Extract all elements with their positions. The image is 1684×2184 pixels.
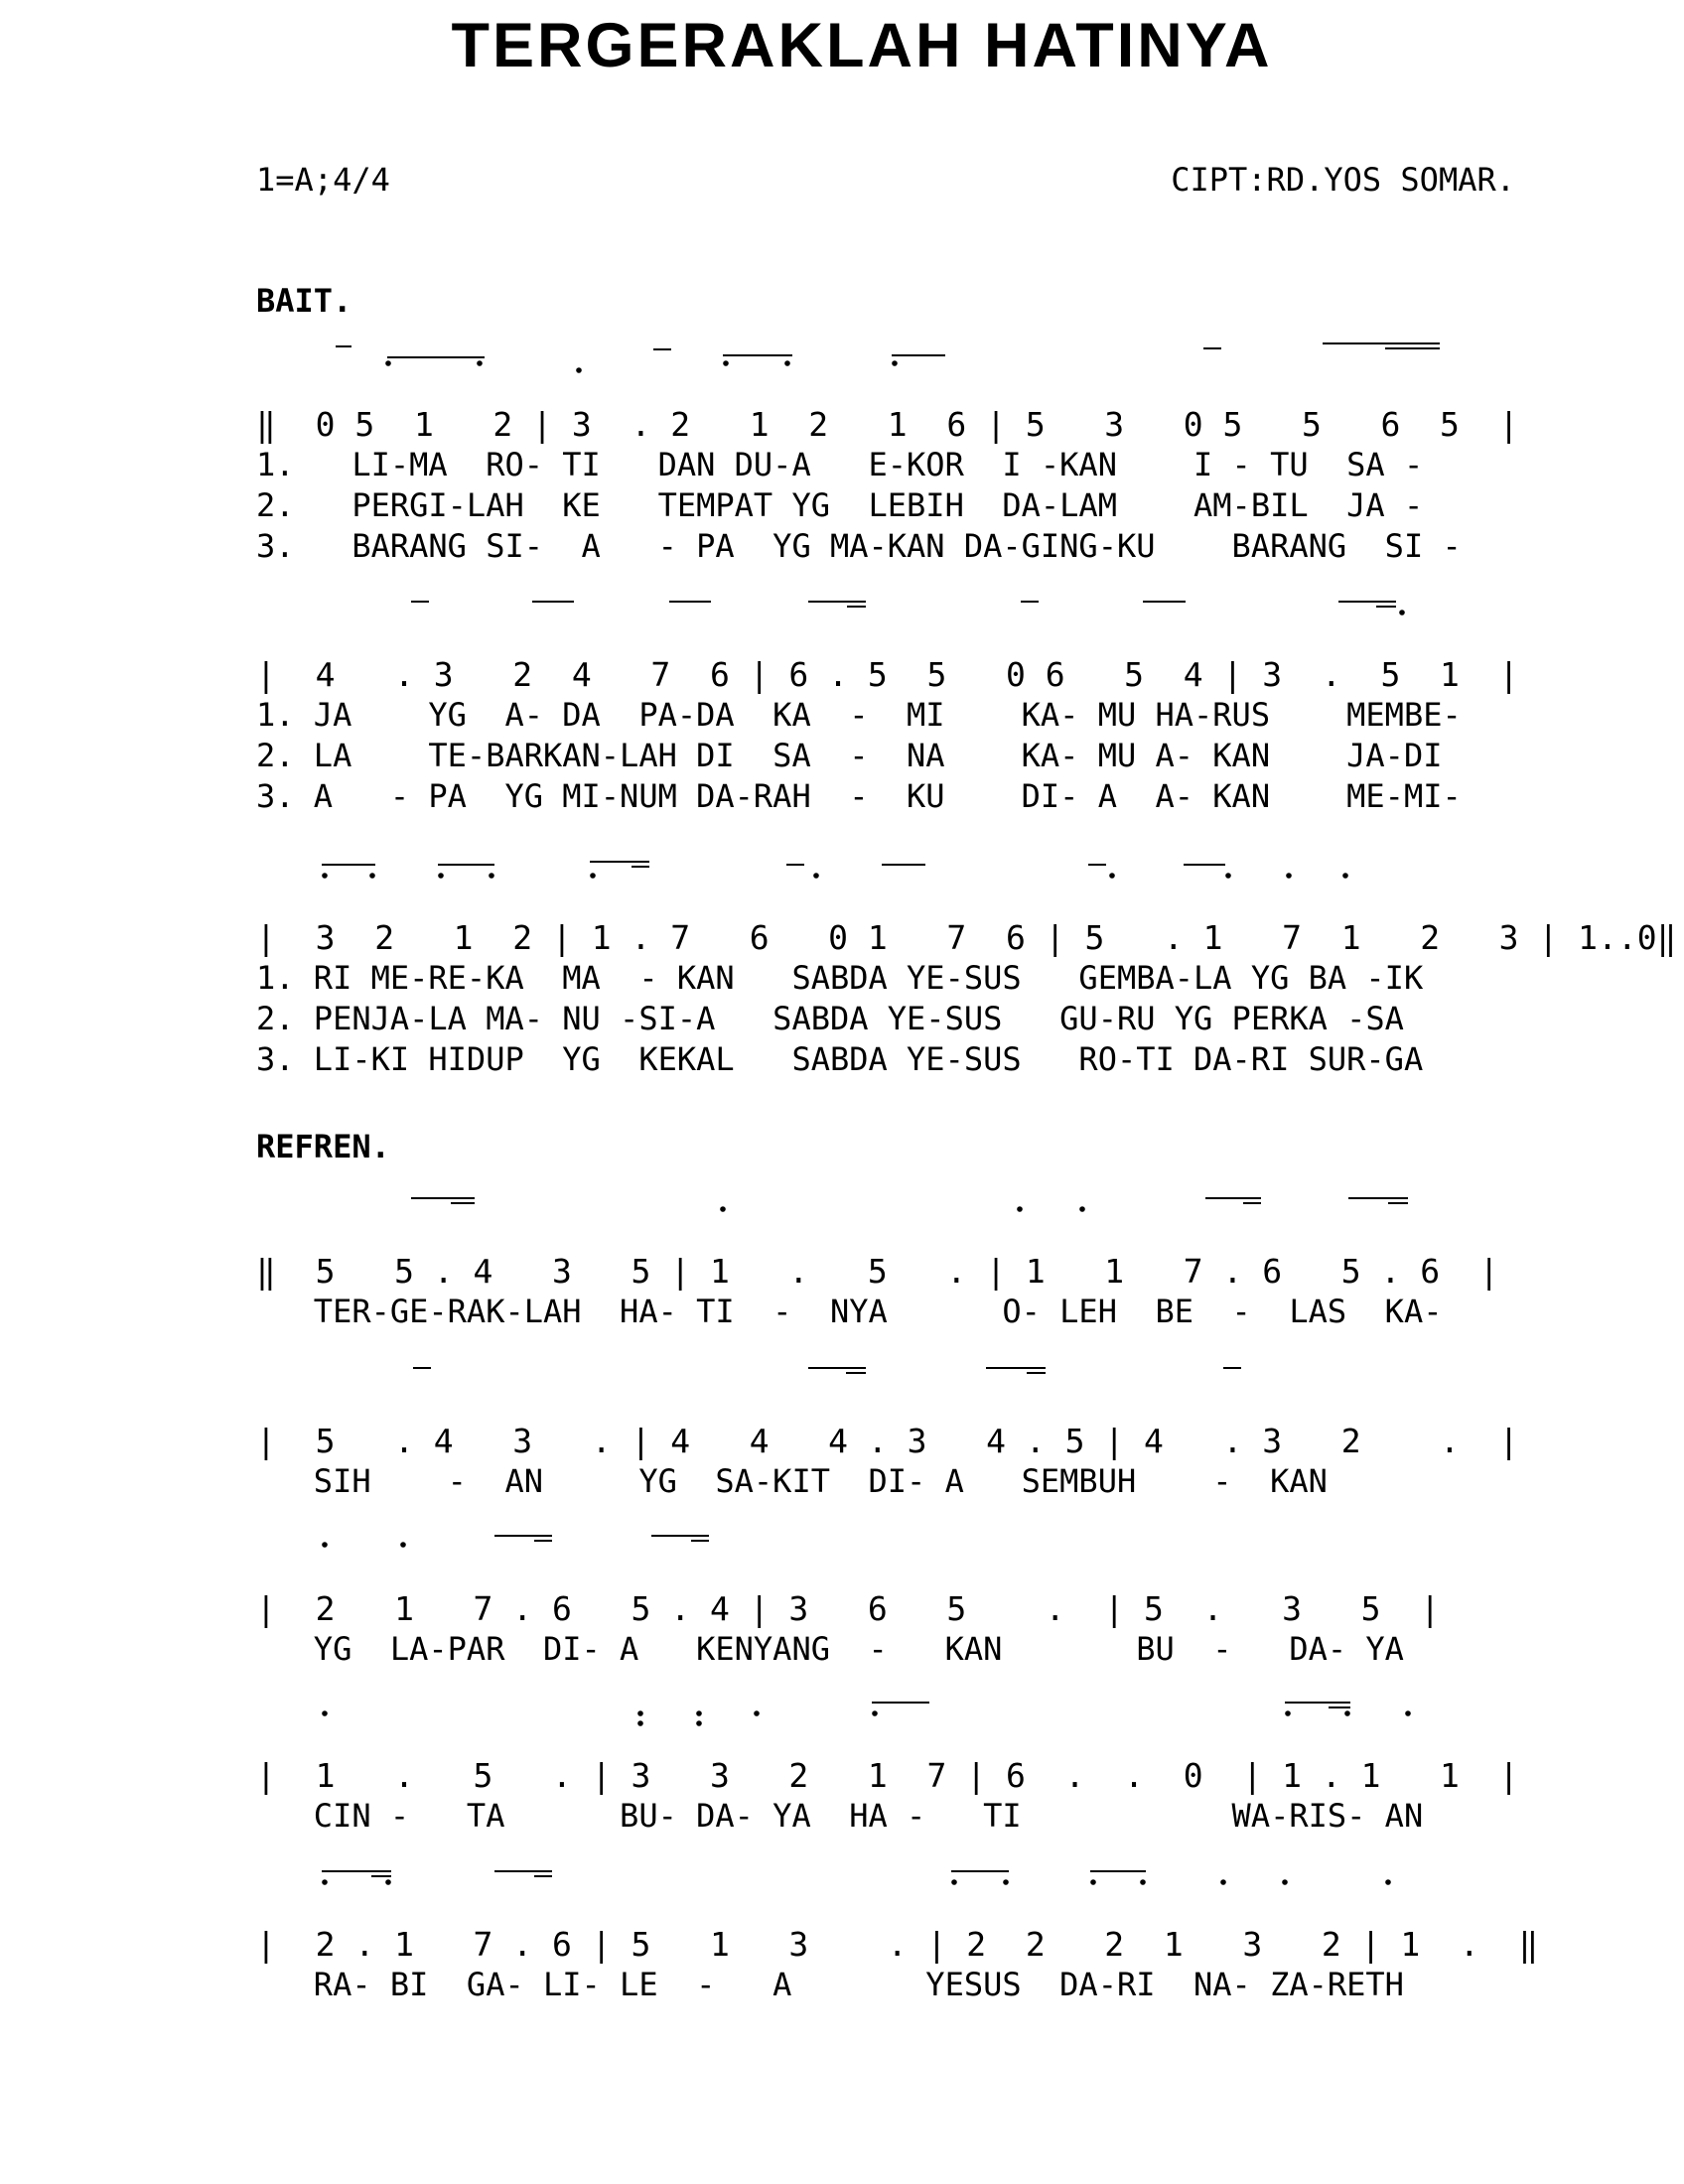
octave-dot xyxy=(322,873,328,879)
octave-dot xyxy=(637,1720,643,1726)
music-system xyxy=(256,856,1677,1080)
note-line-text: | 3 2 1 2 | 1 . 7 6 0 1 7 6 | 5 . 1 7 1 2 3 | 1..0‖ xyxy=(256,918,1677,957)
octave-dot xyxy=(1405,1710,1411,1716)
octave-dot xyxy=(951,1879,957,1885)
octave-dot xyxy=(438,873,444,879)
lyric-line: 1. RI ME-RE-KA MA - KAN SABDA YE-SUS GEMBA-LA YG BA -IK xyxy=(256,959,1424,997)
octave-dot xyxy=(322,1710,328,1716)
octave-dot xyxy=(892,360,898,366)
music-system xyxy=(256,1359,1527,1502)
music-system xyxy=(256,1189,1527,1332)
octave-dot xyxy=(637,1710,643,1716)
octave-dot xyxy=(696,1710,702,1716)
music-system xyxy=(256,1694,1527,1837)
lyric-line: 1. LI-MA RO- TI DAN DU-A E-KOR I -KAN I - TU SA - xyxy=(256,446,1424,483)
octave-dot xyxy=(1286,873,1292,879)
notation-marks xyxy=(256,593,1527,654)
section-label-refren: REFREN. xyxy=(256,1128,390,1165)
lyric-line: 2. PERGI-LAH KE TEMPAT YG LEBIH DA-LAM AM-BIL JA - xyxy=(256,486,1424,524)
octave-dot xyxy=(489,873,494,879)
octave-dot xyxy=(477,360,483,366)
song-title: TERGERAKLAH HATINYA xyxy=(451,11,1273,80)
note-line-text: | 4 . 3 2 4 7 6 | 6 . 5 5 0 6 5 4 | 3 . 5 1 | xyxy=(256,655,1519,694)
octave-dot xyxy=(813,873,819,879)
lyric-line: TER-GE-RAK-LAH HA- TI - NYA O- LEH BE - LAS KA- xyxy=(256,1293,1443,1330)
octave-dot xyxy=(723,360,729,366)
octave-dot xyxy=(400,1542,406,1548)
composer-credit: CIPT:RD.YOS SOMAR. xyxy=(1171,161,1515,199)
octave-dot xyxy=(1220,1879,1226,1885)
music-system xyxy=(256,342,1527,567)
octave-dot xyxy=(1342,873,1348,879)
octave-dot xyxy=(754,1710,760,1716)
note-line-text: | 2 1 7 . 6 5 . 4 | 3 6 5 . | 5 . 3 5 | xyxy=(256,1589,1441,1628)
octave-dot xyxy=(1282,1879,1288,1885)
lyric-line: 3. LI-KI HIDUP YG KEKAL SABDA YE-SUS RO-TI DA-RI SUR-GA xyxy=(256,1040,1424,1078)
lyric-line: 1. JA YG A- DA PA-DA KA - MI KA- MU HA-RUS MEMBE- xyxy=(256,696,1462,734)
notation-marks xyxy=(256,1359,1527,1421)
octave-dot xyxy=(1079,1206,1085,1212)
notation-marks xyxy=(256,342,1527,404)
note-line-text: | 2 . 1 7 . 6 | 5 1 3 . | 2 2 2 1 3 2 | 1 . ‖ xyxy=(256,1925,1539,1964)
note-line-text: ‖ 0 5 1 2 | 3 . 2 1 2 1 6 | 5 3 0 5 5 6 5 | xyxy=(256,405,1519,444)
lyric-line: YG LA-PAR DI- A KENYANG - KAN BU - DA- YA xyxy=(256,1630,1404,1668)
octave-dot xyxy=(1225,873,1231,879)
notation-marks xyxy=(256,1189,1527,1251)
octave-dot xyxy=(696,1720,702,1726)
note-line-text: | 1 . 5 . | 3 3 2 1 7 | 6 . . 0 | 1 . 1 1 | xyxy=(256,1756,1519,1795)
octave-dot xyxy=(385,360,391,366)
octave-dot xyxy=(720,1206,726,1212)
octave-dot xyxy=(1109,873,1115,879)
octave-dot xyxy=(369,873,375,879)
octave-dot xyxy=(1385,1879,1391,1885)
lyric-line: 3. BARANG SI- A - PA YG MA-KAN DA-GING-KU BARANG SI - xyxy=(256,527,1462,565)
octave-dot xyxy=(576,367,582,373)
music-system xyxy=(256,1527,1527,1670)
music-system xyxy=(256,593,1527,817)
lyric-line: 2. PENJA-LA MA- NU -SI-A SABDA YE-SUS GU-RU YG PERKA -SA xyxy=(256,1000,1404,1037)
section-label-bait: BAIT. xyxy=(256,282,352,320)
octave-dot xyxy=(322,1542,328,1548)
octave-dot xyxy=(1140,1879,1146,1885)
octave-dot xyxy=(590,873,596,879)
note-line-text: ‖ 5 5 . 4 3 5 | 1 . 5 . | 1 1 7 . 6 5 . 6 | xyxy=(256,1252,1499,1291)
notation-marks xyxy=(256,856,1527,917)
note-line-text: | 5 . 4 3 . | 4 4 4 . 3 4 . 5 | 4 . 3 2 . | xyxy=(256,1422,1519,1460)
lyric-line: CIN - TA BU- DA- YA HA - TI WA-RIS- AN xyxy=(256,1797,1424,1835)
notation-marks xyxy=(256,1862,1527,1924)
lyric-line: 3. A - PA YG MI-NUM DA-RAH - KU DI- A A- KAN ME-MI- xyxy=(256,777,1462,815)
octave-dot xyxy=(1344,1710,1350,1716)
lyric-line: RA- BI GA- LI- LE - A YESUS DA-RI NA- ZA-RETH xyxy=(256,1966,1404,2003)
octave-dot xyxy=(1017,1206,1023,1212)
octave-dot xyxy=(872,1710,878,1716)
key-signature: 1=A;4/4 xyxy=(256,161,390,199)
octave-dot xyxy=(385,1879,391,1885)
octave-dot xyxy=(784,360,790,366)
lyric-line: 2. LA TE-BARKAN-LAH DI SA - NA KA- MU A- KAN JA-DI xyxy=(256,737,1443,774)
octave-dot xyxy=(1399,610,1405,615)
notation-marks xyxy=(256,1527,1527,1588)
octave-dot xyxy=(322,1879,328,1885)
notation-marks xyxy=(256,1694,1527,1755)
music-system xyxy=(256,1862,1539,2005)
lyric-line: SIH - AN YG SA-KIT DI- A SEMBUH - KAN xyxy=(256,1462,1328,1500)
octave-dot xyxy=(1003,1879,1009,1885)
octave-dot xyxy=(1285,1710,1291,1716)
octave-dot xyxy=(1090,1879,1096,1885)
